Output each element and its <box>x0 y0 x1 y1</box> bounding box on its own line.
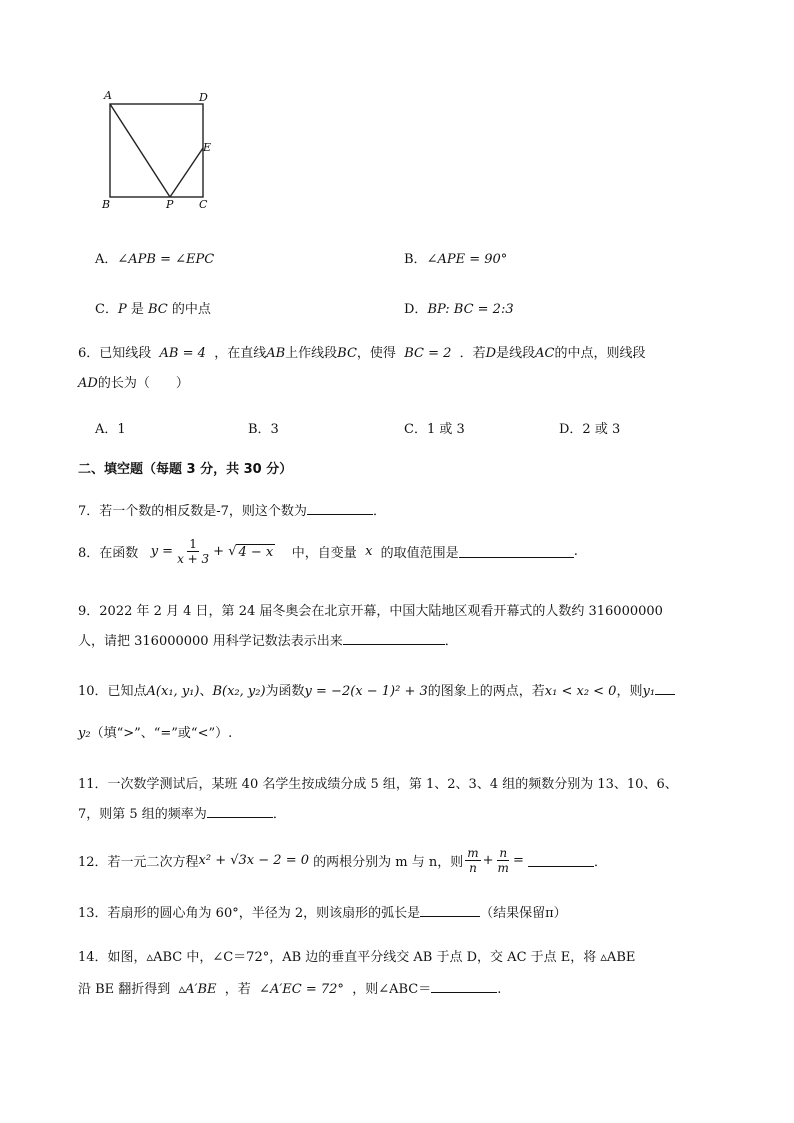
q6-line1: 6．已知线段 AB = 4 ，在直线AB上作线段BC，使得 BC = 2 ．若D是线段AC的中点，则线段 <box>78 346 646 361</box>
q14-line1: 14．如图，▵ABC 中，∠C＝72°，AB 边的垂直平分线交 AB 于点 D，交 AC 于点 E，将 ▵ABE <box>78 950 636 965</box>
q8: 8．在函数 y = $\frac{1}{x + 3}$ + √ 4 − x 中，自变量 x 的取值范围是 . <box>78 537 578 566</box>
q10-answer-blank[interactable] <box>655 682 675 695</box>
q6-option-c: C．1 或 3 <box>404 422 465 437</box>
label-d: D <box>199 91 208 104</box>
segment-pe <box>170 148 203 197</box>
label-a: A <box>104 89 112 102</box>
label-e: E <box>203 141 212 154</box>
q5-option-a: A．∠APB = ∠EPC <box>95 252 215 267</box>
q14-answer-blank[interactable] <box>431 980 497 993</box>
q11-answer-blank[interactable] <box>207 805 273 818</box>
q8-fraction: $\frac{1}{x + 3}$ <box>177 537 210 566</box>
q5-option-c: C．P 是 BC 的中点 <box>95 302 211 317</box>
section-title: 二、填空题（每题 3 分，共 30 分） <box>78 462 293 477</box>
geometry-figure <box>95 85 225 215</box>
q13: 13．若扇形的圆心角为 60°，半径为 2，则该扇形的弧长是 （结果保留π） <box>78 906 567 921</box>
q12-answer-blank[interactable] <box>528 854 594 867</box>
label-c: C <box>199 198 208 211</box>
q10-line2: y₂（填“>”、“=”或“<”）. <box>78 726 233 741</box>
q6-option-d: D．2 或 3 <box>559 422 621 437</box>
q10-line1: 10．已知点A(x₁, y₁)、B(x₂, y₂)为函数y = −2(x − 1)² + 3的图象上的两点，若x₁ < x₂ < 0，则y₁ <box>78 680 675 699</box>
q6-option-b: B．3 <box>248 422 279 437</box>
label-p: P <box>166 198 174 211</box>
q12-fraction-2: $\frac{n}{m}$ <box>497 846 509 875</box>
q6-option-a: A．1 <box>95 422 126 437</box>
q12: 12．若一元二次方程 x² + √3x − 2 = 0 的两根分别为 m 与 n，则 $\frac{m}{n}$ + $\frac{n}{m}$ = ． <box>78 846 607 875</box>
q12-fraction-1: $\frac{m}{n}$ <box>467 846 479 875</box>
segment-ap <box>110 104 170 197</box>
q11-line2: 7，则第 5 组的频率为 ． <box>78 807 286 822</box>
q8-answer-blank[interactable] <box>459 545 574 558</box>
square-abcd <box>110 104 203 197</box>
q5-option-b: B．∠APE = 90° <box>404 252 508 267</box>
q9-line2: 人，请把 316000000 用科学记数法表示出来 ． <box>78 634 458 649</box>
label-b: B <box>102 198 111 211</box>
q9-line1: 9．2022 年 2 月 4 日，第 24 届冬奥会在北京开幕，中国大陆地区观看开幕式的人数约 316000000 <box>78 604 663 619</box>
q9-answer-blank[interactable] <box>343 632 445 645</box>
q7-answer-blank[interactable] <box>307 502 373 515</box>
q11-line1: 11．一次数学测试后，某班 40 名学生按成绩分成 5 组，第 1、2、3、4 组的频数分别为 13、10、6、 <box>78 777 678 792</box>
q5-option-d: D．BP: BC = 2:3 <box>404 302 514 317</box>
q6-line2: AD的长为（ ） <box>78 376 189 391</box>
q14-line2: 沿 BE 翻折得到 ▵A′BE ，若 ∠A′EC = 72° ，则∠ABC＝ . <box>78 982 502 997</box>
q13-answer-blank[interactable] <box>420 904 480 917</box>
q7: 7．若一个数的相反数是-7，则这个数为 ． <box>78 504 386 519</box>
